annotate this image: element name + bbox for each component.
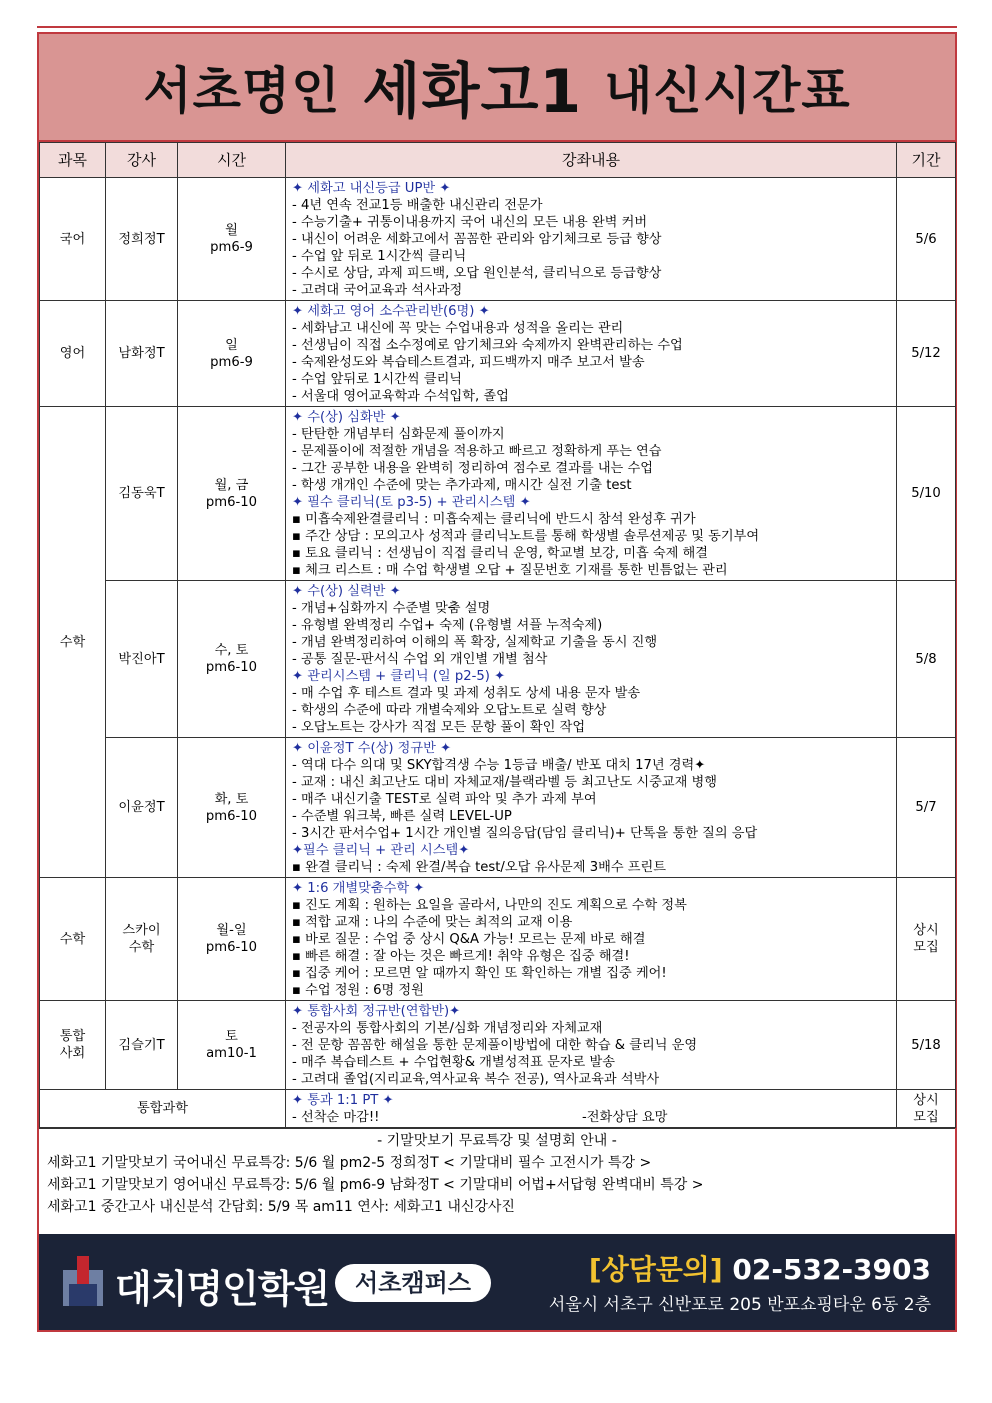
time-cell bbox=[178, 878, 286, 1001]
period-cell bbox=[897, 581, 956, 738]
time-cell bbox=[178, 178, 286, 301]
course-heading: ✦ 필수 클리닉(토 p3-5) + 관리시스템 ✦ bbox=[292, 495, 531, 510]
table-row bbox=[40, 878, 956, 1001]
subject-cell: 수학 bbox=[40, 407, 106, 878]
course-line: - 숙제완성도와 복습테스트결과, 피드백까지 매주 보고서 발송 bbox=[292, 355, 645, 370]
course-heading: ✦ 이윤정T 수(상) 정규반 ✦ bbox=[292, 741, 452, 756]
teacher-cell bbox=[106, 581, 178, 738]
time-hours: pm6-9 bbox=[210, 354, 253, 370]
table-row-science bbox=[40, 1090, 956, 1128]
seminar-heading: - 기말맛보기 무료특강 및 설명회 안내 - bbox=[377, 1133, 617, 1149]
address: 서울시 서초구 신반포로 205 반포쇼핑타운 6동 2층 bbox=[548, 1295, 931, 1315]
content-cell bbox=[286, 581, 897, 738]
course-line: - 내신이 어려운 세화고에서 꼼꼼한 관리와 암기체크로 등급 향상 bbox=[292, 232, 662, 247]
time-cell bbox=[178, 301, 286, 407]
course-line: ▪ 수업 정원 : 6명 정원 bbox=[292, 983, 424, 998]
course-line: ▪ 주간 상담 : 모의고사 성적과 클리닉노트를 통해 학생별 솔루션제공 및 동기부여 bbox=[292, 529, 760, 544]
course-heading: ✦ 세화고 영어 소수관리반(6명) ✦ bbox=[292, 304, 490, 319]
period-cell bbox=[897, 178, 956, 301]
course-line: - 공통 질문-판서식 수업 외 개인별 개별 첨삭 bbox=[292, 652, 548, 667]
course-line: ▪ 미흡숙제완결클리닉 : 미흡숙제는 클리닉에 반드시 참석 완성후 귀가 bbox=[292, 512, 696, 527]
subject-line: 사회 bbox=[59, 1046, 86, 1061]
course-heading: ✦ 세화고 내신등급 UP반 ✦ bbox=[292, 181, 451, 196]
timetable bbox=[39, 142, 956, 1128]
header-time: 시간 bbox=[178, 143, 286, 178]
teacher-cell bbox=[106, 178, 178, 301]
course-line: - 오답노트는 강사가 직접 모든 문항 풀이 확인 작업 bbox=[292, 720, 586, 735]
time-day: 월-일 bbox=[216, 923, 247, 938]
course-line: - 4년 연속 전교1등 배출한 내신관리 전문가 bbox=[292, 198, 543, 213]
title-part1: 서초명인 bbox=[143, 62, 341, 120]
course-heading: ✦ 통합사회 정규반(연합반)✦ bbox=[292, 1004, 461, 1019]
time-day: 화, 토 bbox=[214, 791, 249, 807]
subject-line: 국어 bbox=[59, 231, 86, 247]
teacher-cell bbox=[106, 301, 178, 407]
content-cell bbox=[286, 738, 897, 878]
period-line: 5/7 bbox=[915, 800, 937, 815]
teacher-line: 수학 bbox=[128, 940, 155, 955]
teacher-line: 스카이 bbox=[122, 923, 161, 938]
course-line: - 매 수업 후 테스트 결과 및 과제 성취도 상세 내용 문자 발송 bbox=[292, 686, 641, 701]
timetable-sheet bbox=[37, 32, 957, 1332]
course-line: - 고려대 국어교육과 석사과정 bbox=[292, 283, 463, 298]
time-hours: pm6-10 bbox=[205, 808, 258, 824]
time-day: 일 bbox=[225, 337, 238, 353]
time-day: 수, 토 bbox=[214, 643, 249, 658]
academy-logo-icon bbox=[63, 1256, 103, 1306]
table-header-row bbox=[40, 143, 956, 178]
course-line: - 매주 내신기출 TEST로 실력 파악 및 추가 과제 부여 bbox=[292, 792, 597, 807]
period-line: 5/12 bbox=[911, 346, 941, 361]
period-line: 5/18 bbox=[911, 1037, 941, 1053]
seminar-item: 세화고1 기말맛보기 영어내신 무료특강: 5/6 월 pm6-9 남화정T < 기말대비 어법+서답형 완벽대비 특강 > bbox=[47, 1177, 704, 1193]
table-row bbox=[40, 1001, 956, 1090]
header-teacher: 강사 bbox=[106, 143, 178, 178]
header-period: 기간 bbox=[897, 143, 956, 178]
title-part2: 세화고1 bbox=[362, 57, 583, 127]
course-line: - 수준별 워크북, 빠른 실력 LEVEL-UP bbox=[292, 809, 512, 824]
course-line bbox=[292, 1109, 890, 1126]
course-heading: ✦필수 클리닉 + 관리 시스템✦ bbox=[292, 843, 470, 858]
course-line: ▪ 토요 클리닉 : 선생님이 직접 클리닉 운영, 학교별 보강, 미흡 숙제 해결 bbox=[292, 546, 709, 561]
period-cell bbox=[897, 1001, 956, 1090]
header-content: 강좌내용 bbox=[286, 143, 897, 178]
course-heading: ✦ 1:6 개별맞춤수학 ✦ bbox=[292, 881, 425, 896]
period-line: 5/8 bbox=[915, 651, 937, 667]
teacher-line: 남화정T bbox=[118, 346, 165, 361]
period-line: 5/6 bbox=[915, 231, 937, 247]
phone-consult-note: -전화상담 요망 bbox=[582, 1110, 668, 1125]
time-hours: pm6-9 bbox=[210, 240, 253, 255]
subject-line: 통합 bbox=[59, 1029, 86, 1044]
period-line: 5/10 bbox=[911, 486, 941, 501]
course-heading: ✦ 관리시스템 + 클리닉 (일 p2-5) ✦ bbox=[292, 669, 506, 684]
course-line: ▪ 체크 리스트 : 매 수업 학생별 오답 + 질문번호 기재를 통한 빈틈없는 관리 bbox=[292, 563, 728, 578]
campus-badge: 서초캠퍼스 bbox=[335, 1264, 491, 1302]
content-cell bbox=[286, 407, 897, 581]
teacher-cell bbox=[106, 738, 178, 878]
page-title bbox=[39, 34, 955, 142]
seminar-item: 세화고1 기말맛보기 국어내신 무료특강: 5/6 월 pm2-5 정희정T < 기말대비 필수 고전시가 특강 > bbox=[47, 1155, 652, 1171]
course-line: - 유형별 완벽정리 수업+ 숙제 (유형별 셔플 누적숙제) bbox=[292, 618, 603, 633]
course-line: - 세화남고 내신에 꼭 맞는 수업내용과 성적을 올리는 관리 bbox=[292, 321, 624, 336]
phone-number[interactable]: 02-532-3903 bbox=[732, 1253, 931, 1286]
footer-banner bbox=[39, 1234, 955, 1330]
time-hours: pm6-10 bbox=[205, 660, 258, 675]
time-day: 토 bbox=[225, 1029, 238, 1044]
content-cell bbox=[286, 1001, 897, 1090]
subject-cell bbox=[40, 878, 106, 1001]
subject-cell bbox=[40, 1001, 106, 1090]
course-line: - 학생 개개인 수준에 맞는 추가과제, 매시간 실전 기출 test bbox=[292, 478, 632, 493]
header-subject: 과목 bbox=[40, 143, 106, 178]
time-hours: am10-1 bbox=[206, 1046, 257, 1061]
course-line: - 수능기출+ 귀통이내용까지 국어 내신의 모든 내용 완벽 커버 bbox=[292, 215, 648, 230]
science-content bbox=[286, 1090, 897, 1128]
period-cell bbox=[897, 1090, 956, 1128]
course-line: - 문제풀이에 적절한 개념을 적용하고 빠르고 정확하게 푸는 연습 bbox=[292, 444, 662, 459]
course-line: - 개념+심화까지 수준별 맞춤 설명 bbox=[292, 601, 491, 616]
course-line: - 선생님이 직접 소수정예로 암기체크와 숙제까지 완벽관리하는 수업 bbox=[292, 338, 683, 353]
period-cell bbox=[897, 738, 956, 878]
subject-line: 영어 bbox=[59, 346, 86, 361]
science-label: 통합과학 bbox=[40, 1090, 286, 1128]
course-line: ▪ 완결 클리닉 : 숙제 완결/복습 test/오답 유사문제 3배수 프린트 bbox=[292, 860, 666, 875]
teacher-cell bbox=[106, 407, 178, 581]
course-line: - 매주 복습테스트 + 수업현황& 개별성적표 문자로 발송 bbox=[292, 1055, 615, 1070]
time-day: 월, 금 bbox=[214, 477, 249, 493]
course-line: ▪ 진도 계획 : 원하는 요일을 골라서, 나만의 진도 계획으로 수학 정복 bbox=[292, 898, 687, 913]
course-line: - 교재 : 내신 최고난도 대비 자체교재/블랙라벨 등 최고난도 시중교재 병행 bbox=[292, 775, 717, 790]
course-line: - 학생의 수준에 따라 개별숙제와 오답노트로 실력 향상 bbox=[292, 703, 607, 718]
course-line: ▪ 적합 교재 : 나의 수준에 맞는 최적의 교재 이용 bbox=[292, 915, 573, 930]
content-cell bbox=[286, 301, 897, 407]
course-line: - 서울대 영어교육학과 수석입학, 졸업 bbox=[292, 389, 509, 404]
teacher-line: 이윤정T bbox=[118, 800, 165, 815]
period-line: 상시 bbox=[913, 923, 939, 938]
course-line: - 전공자의 통합사회의 기본/심화 개념정리와 자체교재 bbox=[292, 1021, 603, 1036]
period-line: 모집 bbox=[913, 940, 939, 955]
course-line: ▪ 바로 질문 : 수업 중 상시 Q&A 가능! 모르는 문제 바로 해결 bbox=[292, 932, 646, 947]
content-cell bbox=[286, 178, 897, 301]
time-day: 월 bbox=[225, 223, 238, 238]
table-row bbox=[40, 581, 956, 738]
time-cell bbox=[178, 581, 286, 738]
contact-line bbox=[589, 1248, 931, 1288]
course-line: - 전 문항 꼼꼼한 해설을 통한 문제풀이방법에 대한 학습 & 클리닉 운영 bbox=[292, 1038, 698, 1053]
teacher-line: 박진아T bbox=[118, 651, 165, 667]
course-heading: ✦ 수(상) 심화반 ✦ bbox=[292, 410, 401, 425]
teacher-line: 정희정T bbox=[118, 231, 165, 247]
table-row bbox=[40, 738, 956, 878]
academy-name: 대치명인학원 bbox=[115, 1267, 330, 1311]
course-line: - 수업 앞뒤로 1시간씩 클리닉 bbox=[292, 372, 463, 387]
time-cell bbox=[178, 407, 286, 581]
seminar-item: 세화고1 중간고사 내신분석 간담회: 5/9 목 am11 연사: 세화고1 내신강사진 bbox=[47, 1199, 515, 1215]
contact-label: [상담문의] bbox=[588, 1253, 723, 1286]
table-row bbox=[40, 178, 956, 301]
top-rule bbox=[37, 26, 957, 28]
period-line: 상시 bbox=[913, 1092, 939, 1108]
table-row bbox=[40, 407, 956, 581]
table-row bbox=[40, 301, 956, 407]
teacher-cell bbox=[106, 878, 178, 1001]
teacher-line: 김슬기T bbox=[118, 1037, 165, 1053]
title-part3: 내신시간표 bbox=[604, 62, 851, 120]
course-line: ▪ 빠른 해결 : 잘 아는 것은 빠르게! 취약 유형은 집중 해결! bbox=[292, 949, 630, 964]
course-line: - 3시간 판서수업+ 1시간 개인별 질의응답(담임 클리닉)+ 단톡을 통한 질의 응답 bbox=[292, 826, 758, 841]
time-hours: pm6-10 bbox=[205, 940, 258, 955]
time-cell bbox=[178, 738, 286, 878]
course-heading: ✦ 통과 1:1 PT ✦ bbox=[292, 1093, 394, 1108]
course-line: - 수업 앞 뒤로 1시간씩 클리닉 bbox=[292, 249, 467, 264]
course-line: - 그간 공부한 내용을 완벽히 정리하여 점수로 결과를 내는 수업 bbox=[292, 461, 653, 476]
teacher-cell bbox=[106, 1001, 178, 1090]
subject-cell bbox=[40, 178, 106, 301]
subject-cell bbox=[40, 301, 106, 407]
course-line: - 고려대 졸업(지리교육,역사교육 복수 전공), 역사교육과 석박사 bbox=[292, 1072, 660, 1087]
content-cell bbox=[286, 878, 897, 1001]
period-cell bbox=[897, 301, 956, 407]
period-line: 모집 bbox=[913, 1109, 939, 1125]
time-hours: pm6-10 bbox=[205, 494, 258, 510]
course-heading: ✦ 수(상) 실력반 ✦ bbox=[292, 584, 401, 599]
course-line: ▪ 집중 케어 : 모르면 알 때까지 확인 또 확인하는 개별 집중 케어! bbox=[292, 966, 667, 981]
course-line: - 수시로 상담, 과제 피드백, 오답 원인분석, 클리닉으로 등급향상 bbox=[292, 266, 662, 281]
science-line: - 선착순 마감!! bbox=[292, 1110, 380, 1125]
course-line: - 역대 다수 의대 및 SKY합격생 수능 1등급 배출/ 반포 대치 17년 경력✦ bbox=[292, 758, 706, 773]
table-body bbox=[40, 178, 956, 1128]
subject-line: 수학 bbox=[59, 931, 86, 947]
course-line: - 탄탄한 개념부터 심화문제 풀이까지 bbox=[292, 427, 505, 442]
period-cell bbox=[897, 878, 956, 1001]
period-cell bbox=[897, 407, 956, 581]
teacher-line: 김동욱T bbox=[118, 486, 165, 501]
time-cell bbox=[178, 1001, 286, 1090]
course-line: - 개념 완벽정리하여 이해의 폭 확장, 실제학교 기출을 동시 진행 bbox=[292, 635, 658, 650]
seminar-notice bbox=[39, 1128, 955, 1220]
